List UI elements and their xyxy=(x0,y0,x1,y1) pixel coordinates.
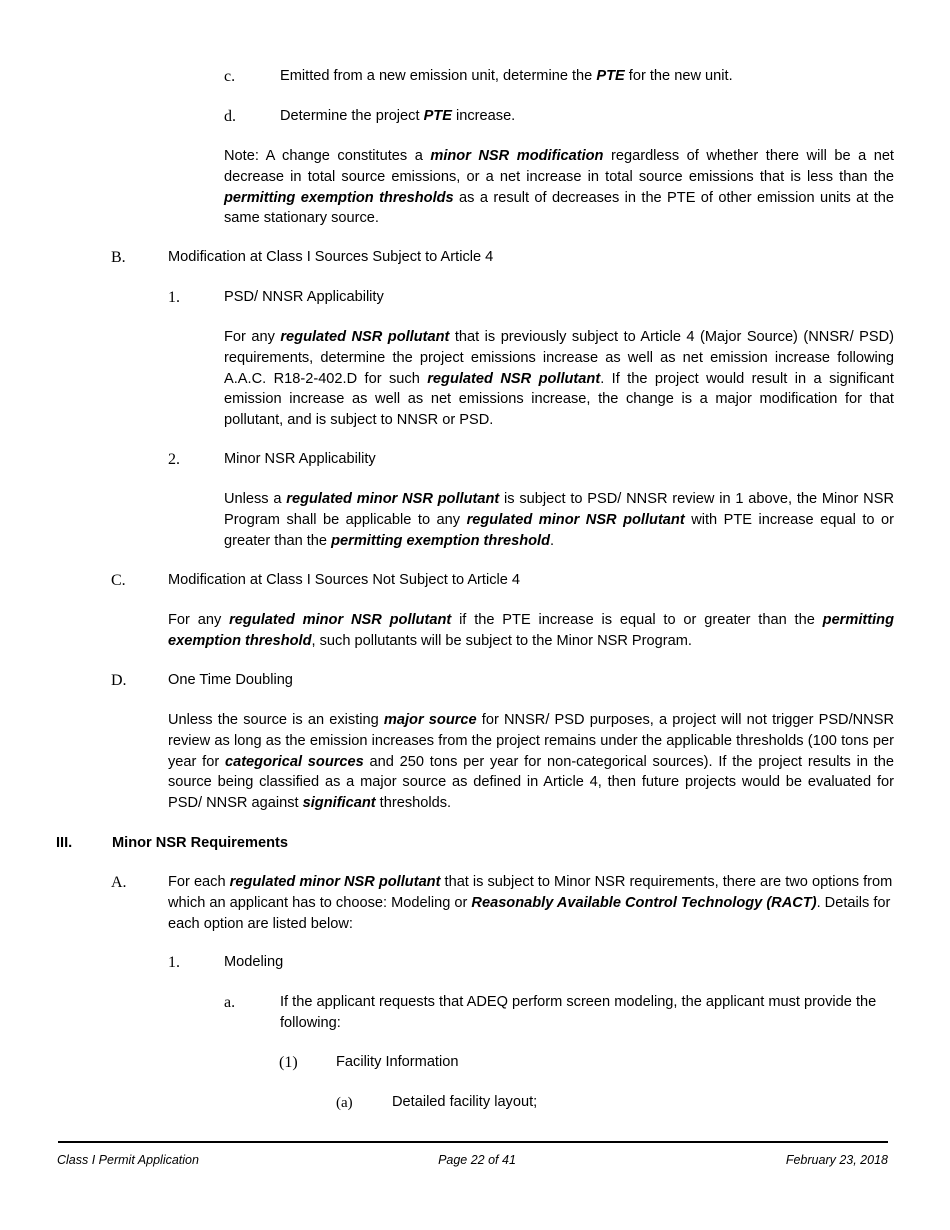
item-b1-heading: PSD/ NNSR Applicability xyxy=(224,289,384,305)
item-facility-layout-text: Detailed facility layout; xyxy=(392,1094,538,1110)
section-c-paragraph: For any regulated minor NSR pollutant if the PTE increase is equal to or greater than the permitting exemption threshold, such pollutants will be subject to the Minor NSR Program. xyxy=(168,612,895,649)
item-c-text: Emitted from a new emission unit, determine the PTE for the new unit. xyxy=(280,68,733,84)
footer-page-number: Page 22 of 41 xyxy=(438,1153,516,1167)
footer-date: February 23, 2018 xyxy=(785,1153,888,1167)
footer-title: Class I Permit Application xyxy=(57,1153,199,1167)
item-marker: 1. xyxy=(168,289,180,306)
item-b1-paragraph: For any regulated NSR pollutant that is previously subject to Article 4 (Major Source) (NNSR/ PSD) requirements, determine the project emissions increase as well as net emission increase following A.A.C. R18-2-402.D for such regulated NSR pollutant. If the project would result in a significant emission increase as well as net emissions increase, the change is a major modification for that pollutant, and is subject to NNSR or PSD. xyxy=(224,329,894,429)
item-marker: d. xyxy=(224,108,236,125)
section-b-heading: Modification at Class I Sources Subject to Article 4 xyxy=(168,249,494,265)
section-iiia-paragraph: For each regulated minor NSR pollutant that is subject to Minor NSR requirements, there are two options from which an applicant has to choose: Modeling or Reasonably Available Control Technology (RACT). Details for each option are listed below: xyxy=(168,874,893,932)
section-c-heading: Modification at Class I Sources Not Subject to Article 4 xyxy=(168,572,521,588)
section-marker: D. xyxy=(111,672,127,689)
note-paragraph: Note: A change constitutes a minor NSR modification regardless of whether there will be a net decrease in total source emissions, or a net increase in total source emissions that is less than the permitting exemption thresholds as a result of decreases in the PTE of other emission units at the same stationary source. xyxy=(224,148,894,227)
item-facility-info-heading: Facility Information xyxy=(336,1054,459,1070)
item-modeling-heading: Modeling xyxy=(224,954,284,970)
part-marker: III. xyxy=(56,835,73,851)
section-d-paragraph: Unless the source is an existing major source for NNSR/ PSD purposes, a project will not trigger PSD/NNSR review as long as the emission increases from the project remains under the applicable thresholds (100 tons per year for categorical sources and 250 tons per year for non-categorical sources). If the project results in the source being classified as a major source as defined in Article 4, then future projects would be evaluated for PSD/ NNSR against significant thresholds. xyxy=(168,712,895,812)
section-d-heading: One Time Doubling xyxy=(168,672,293,688)
item-d-text: Determine the project PTE increase. xyxy=(280,108,516,124)
part-iii-heading: Minor NSR Requirements xyxy=(112,835,288,851)
item-b2-paragraph: Unless a regulated minor NSR pollutant is subject to PSD/ NNSR review in 1 above, the Minor NSR Program shall be applicable to any regulated minor NSR pollutant with PTE increase equal to or greater than the permitting exemption threshold. xyxy=(224,491,894,549)
item-marker: a. xyxy=(224,994,236,1011)
item-marker: (a) xyxy=(336,1095,353,1111)
section-marker: A. xyxy=(111,874,127,891)
section-marker: C. xyxy=(111,572,126,589)
item-marker: 2. xyxy=(168,451,180,468)
item-a-text: If the applicant requests that ADEQ perform screen modeling, the applicant must provide the following: xyxy=(280,994,877,1031)
footer-rule xyxy=(58,1141,888,1143)
section-marker: B. xyxy=(111,249,126,266)
item-marker: 1. xyxy=(168,954,180,971)
item-marker: c. xyxy=(224,68,236,85)
item-b2-heading: Minor NSR Applicability xyxy=(224,451,376,467)
item-marker: (1) xyxy=(279,1054,298,1071)
